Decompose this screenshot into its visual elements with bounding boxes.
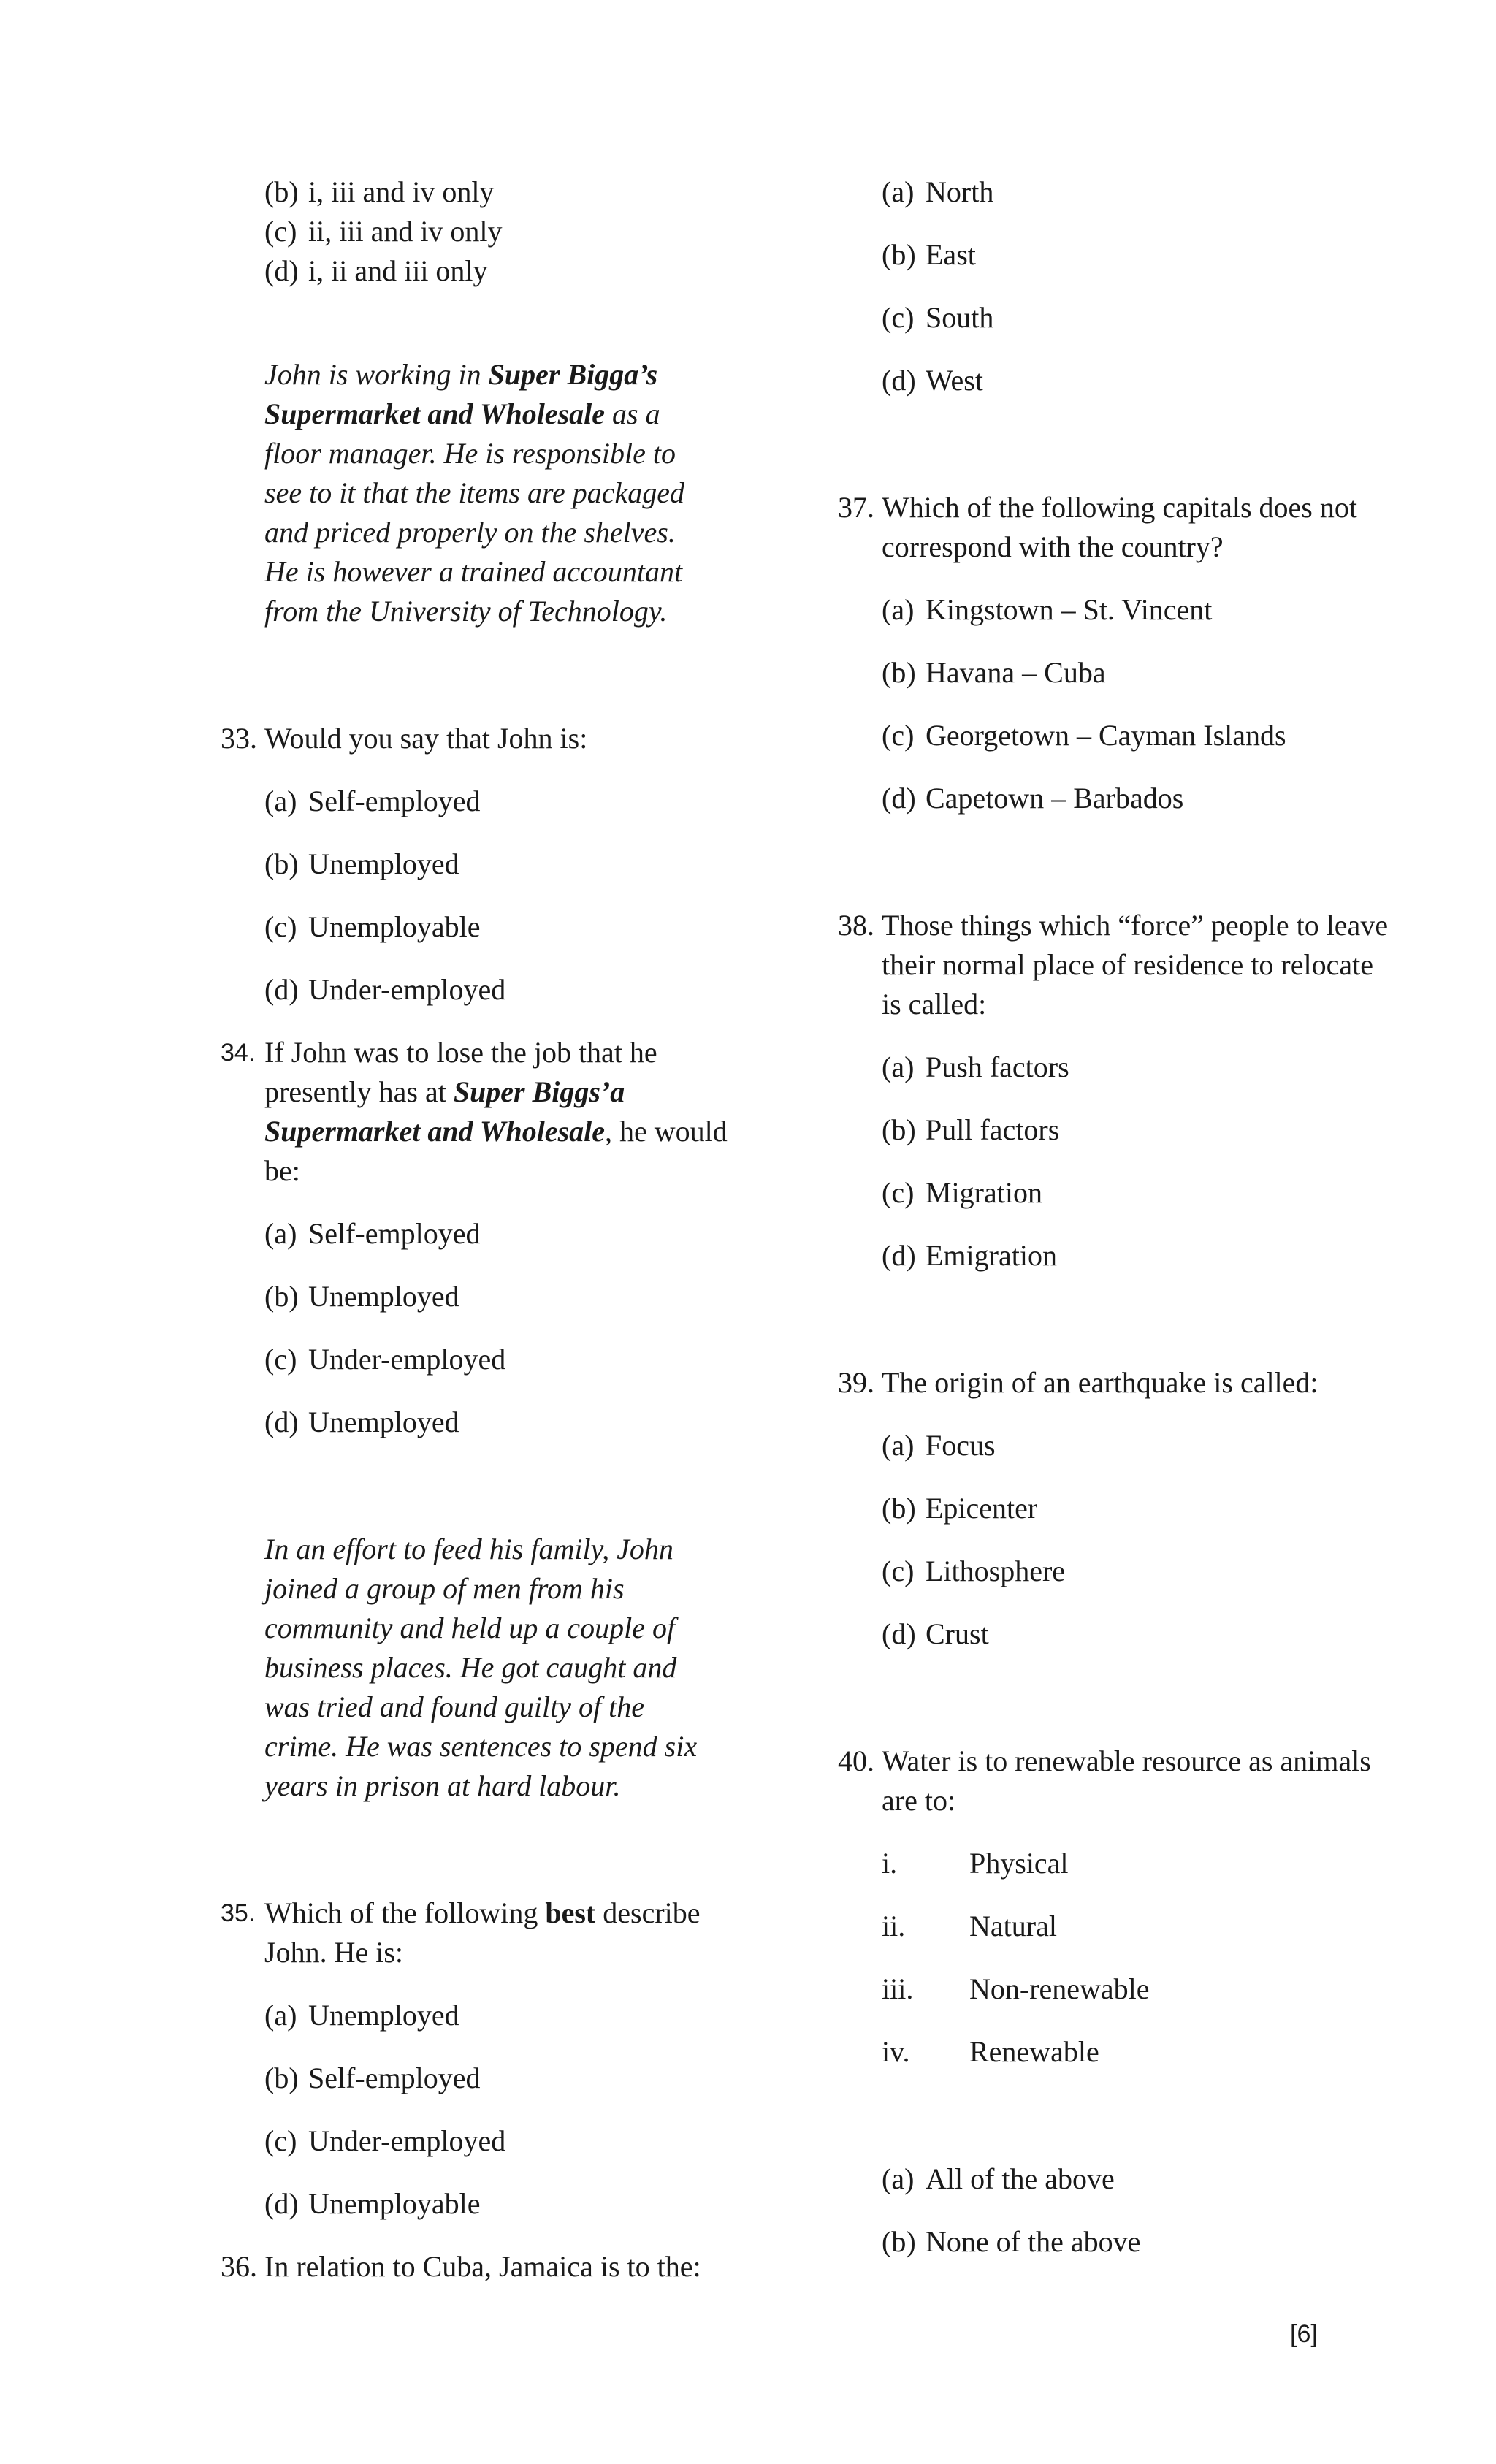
- option-c[interactable]: (c) Lithosphere: [882, 1555, 1066, 1587]
- option-d[interactable]: (d) Under-employed: [264, 973, 506, 1006]
- option-b[interactable]: (b) East: [882, 238, 976, 271]
- option-a[interactable]: (a) All of the above: [882, 2162, 1115, 2195]
- option-d[interactable]: (d) Unemployable: [264, 2187, 481, 2220]
- option-c[interactable]: (c) Under-employed: [264, 2124, 506, 2157]
- question-36: [221, 2247, 747, 2286]
- option-a[interactable]: (a) Self-employed: [264, 1217, 481, 1250]
- statement-iv: iv. Renewable: [882, 2035, 1099, 2068]
- question-text: Those things which “force” people to leave their normal place of residence to relocate is called:: [882, 909, 1389, 1021]
- option-b[interactable]: (b) Unemployed: [264, 1280, 459, 1313]
- statement-iii: iii. Non-renewable: [882, 1972, 1150, 2005]
- option-c[interactable]: (c) Georgetown – Cayman Islands: [882, 719, 1286, 752]
- question-text: If John was to lose the job that he presently has at Super Biggs’a Supermarket and Wholesale, he would be:: [264, 1036, 728, 1187]
- question-text: The origin of an earthquake is called:: [882, 1366, 1318, 1399]
- option-c[interactable]: (c) Under-employed: [264, 1343, 506, 1376]
- option-d[interactable]: (d) Capetown – Barbados: [882, 782, 1184, 815]
- option-a[interactable]: (a) Push factors: [882, 1050, 1069, 1083]
- question-36-options: [838, 172, 1393, 400]
- question-number: 36.: [221, 2250, 257, 2283]
- option-b[interactable]: (b) Havana – Cuba: [882, 656, 1106, 689]
- question-number: 34.: [221, 1039, 256, 1067]
- question-text: In relation to Cuba, Jamaica is to the:: [264, 2250, 701, 2283]
- question-text: Water is to renewable resource as animals are to:: [882, 1744, 1371, 1817]
- option-b[interactable]: (b) None of the above: [882, 2225, 1141, 2258]
- option-c[interactable]: (c) South: [882, 301, 994, 334]
- option-a[interactable]: (a) North: [882, 175, 994, 208]
- option-d[interactable]: (d) West: [882, 364, 983, 397]
- statement-i: i. Physical: [882, 1847, 1069, 1880]
- option-b[interactable]: (b) i, iii and iv only: [264, 175, 495, 208]
- page-number: [6]: [1290, 2320, 1318, 2348]
- option-a[interactable]: (a) Kingstown – St. Vincent: [882, 593, 1213, 626]
- question-40: [838, 1742, 1393, 2262]
- question-38: [838, 906, 1393, 1275]
- question-39: [838, 1363, 1393, 1654]
- question-33: [221, 719, 747, 1010]
- option-d[interactable]: (d) i, ii and iii only: [264, 254, 488, 287]
- option-a[interactable]: (a) Self-employed: [264, 785, 481, 817]
- question-number: 35.: [221, 1899, 256, 1927]
- option-c[interactable]: (c) ii, iii and iv only: [264, 215, 503, 248]
- option-a[interactable]: (a) Unemployed: [264, 1999, 459, 2032]
- option-b[interactable]: (b) Pull factors: [882, 1113, 1060, 1146]
- question-35: [221, 1893, 747, 2224]
- passage-john-crime: In an effort to feed his family, John joined a group of men from his community and held up a couple of business places. He got caught and was tried and found guilty of the crime. He was sentences to spend six years in prison at hard labour.: [264, 1533, 698, 1802]
- question-text: Which of the following best describe John. He is:: [264, 1896, 701, 1969]
- option-c[interactable]: (c) Unemployable: [264, 910, 481, 943]
- option-a[interactable]: (a) Focus: [882, 1429, 996, 1462]
- question-number: 38.: [838, 909, 874, 942]
- question-34: [221, 1033, 747, 1442]
- option-d[interactable]: (d) Emigration: [882, 1239, 1057, 1272]
- option-c[interactable]: (c) Migration: [882, 1176, 1042, 1209]
- option-b[interactable]: (b) Self-employed: [264, 2061, 481, 2094]
- left-column: [221, 172, 747, 2286]
- prev-question-options: [221, 172, 747, 291]
- question-text: Which of the following capitals does not correspond with the country?: [882, 491, 1357, 563]
- passage-john-job: John is working in Super Bigga’s Supermarket and Wholesale as a floor manager. He is responsible to see to it that the items are packaged and priced properly on the shelves. He is however a trained accountant from the University of Technology.: [264, 358, 685, 628]
- question-37: [838, 488, 1393, 818]
- option-d[interactable]: (d) Crust: [882, 1617, 989, 1650]
- question-text: Would you say that John is:: [264, 722, 588, 755]
- right-column: [838, 172, 1393, 2262]
- option-b[interactable]: (b) Unemployed: [264, 847, 459, 880]
- question-number: 33.: [221, 722, 257, 755]
- option-b[interactable]: (b) Epicenter: [882, 1492, 1038, 1525]
- question-number: 40.: [838, 1744, 874, 1777]
- option-d[interactable]: (d) Unemployed: [264, 1405, 459, 1438]
- statement-ii: ii. Natural: [882, 1910, 1057, 1942]
- question-number: 37.: [838, 491, 874, 524]
- question-number: 39.: [838, 1366, 874, 1399]
